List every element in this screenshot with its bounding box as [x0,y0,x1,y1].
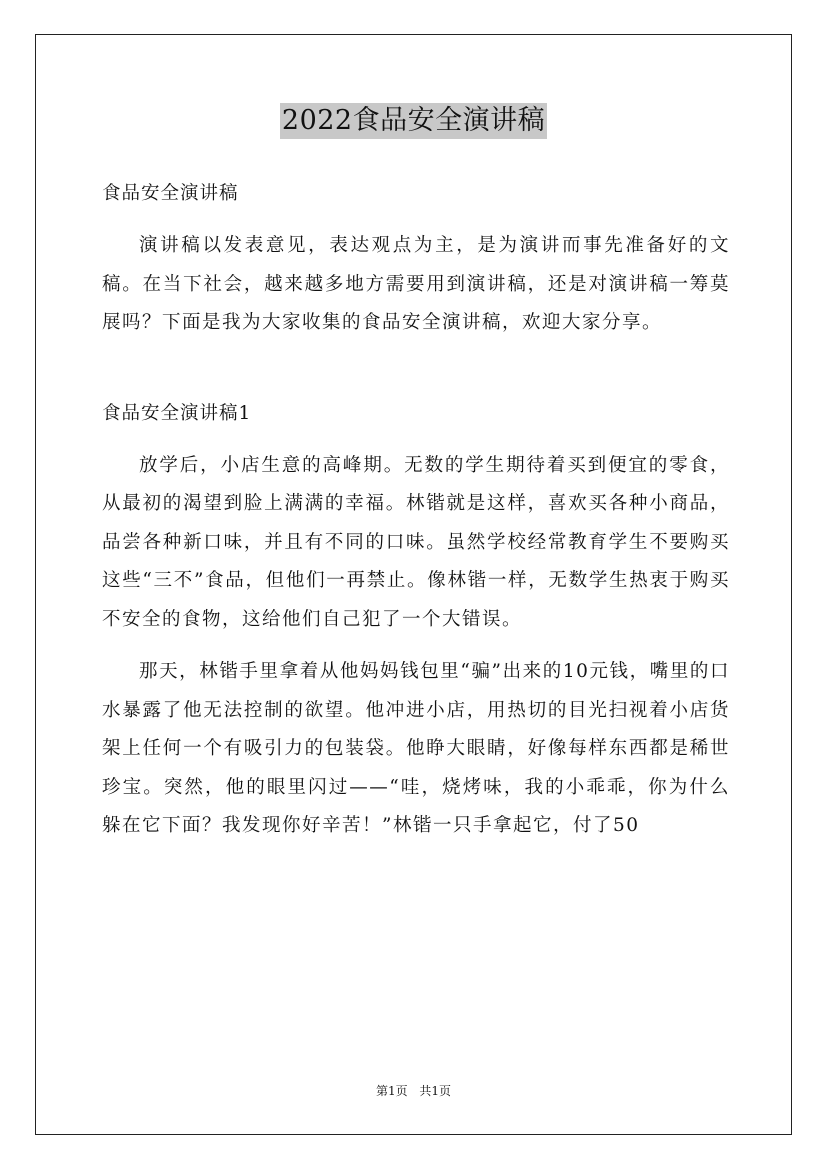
section-paragraph-1: 放学后，小店生意的高峰期。无数的学生期待着买到便宜的零食，从最初的渴望到脸上满满的幸福。林锴就是这样，喜欢买各种小商品，品尝各种新口味，并且有不同的口味。虽然学校经常教育学生不要购买这些“三不”食品，但他们一再禁止。像林锴一样，无数学生热衷于购买不安全的食物，这给他们自己犯了一个大错误。 [102,454,730,630]
spacer [102,213,730,227]
document-body [102,175,730,846]
page-number: 第1页 [375,1084,408,1098]
title-container [0,103,827,139]
total-pages: 共1页 [419,1084,452,1098]
intro-paragraph: 演讲稿以发表意见，表达观点为主，是为演讲而事先准备好的文稿。在当下社会，越来越多地方需要用到演讲稿，还是对演讲稿一筹莫展吗？下面是我为大家收集的食品安全演讲稿，欢迎大家分享。 [102,235,730,333]
section-paragraph-2: 那天，林锴手里拿着从他妈妈钱包里“骗”出来的10元钱，嘴里的口水暴露了他无法控制的欲望。他冲进小店，用热切的目光扫视着小店货架上任何一个有吸引力的包装袋。他睁大眼睛，好像每样东西都是稀世珍宝。突然，他的眼里闪过——“哇，烧烤味，我的小乖乖，你为什么躲在它下面？我发现你好辛苦！”林锴一只手拿起它，付了50 [102,661,730,836]
spacer [102,433,730,447]
document-title: 2022食品安全演讲稿 [280,103,547,139]
page-footer [0,1083,827,1099]
intro-heading: 食品安全演讲稿 [102,183,239,204]
spacer [102,639,730,653]
spacer [102,343,730,395]
section-heading: 食品安全演讲稿1 [102,402,252,424]
